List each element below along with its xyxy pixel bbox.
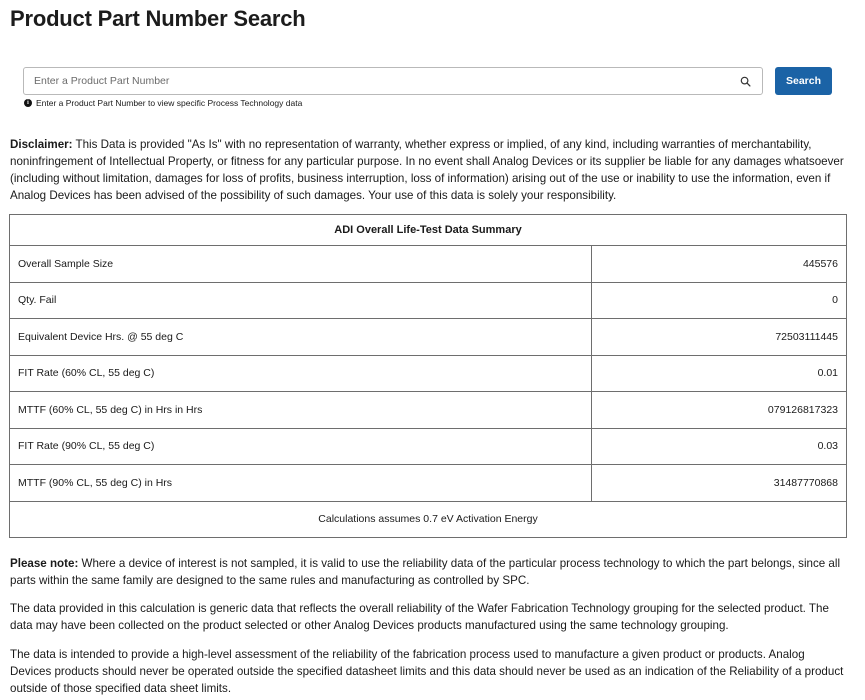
- row-label: FIT Rate (60% CL, 55 deg C): [10, 355, 592, 392]
- row-value: 0.03: [592, 428, 847, 465]
- table-row: [10, 282, 847, 319]
- search-box[interactable]: [23, 67, 763, 95]
- row-value: 31487770868: [592, 465, 847, 502]
- life-test-summary-table: [9, 214, 847, 538]
- table-row: [10, 392, 847, 429]
- row-value: 445576: [592, 246, 847, 283]
- disclaimer-label: Disclaimer:: [10, 138, 73, 151]
- row-label: MTTF (60% CL, 55 deg C) in Hrs in Hrs: [10, 392, 592, 429]
- table-header-row: [10, 215, 847, 246]
- please-note-label: Please note:: [10, 557, 79, 570]
- row-label: Overall Sample Size: [10, 246, 592, 283]
- search-hint-text: Enter a Product Part Number to view specific Process Technology data: [36, 98, 303, 108]
- row-value: 72503111445: [592, 319, 847, 356]
- row-label: Equivalent Device Hrs. @ 55 deg C: [10, 319, 592, 356]
- disclaimer-text: This Data is provided "As Is" with no representation of warranty, whether express or implied, of any kind, including warranties of merchantability, noninfringement of Intellectual Property, or fitness for any particular purpose. In no event shall Analog Devices or its supplier be liable for any damages whatsoever (including without limitation, damages for loss of profits, business interruption, loss of information) arising out of the use or inability to use the information, even if Analog Devices has been advised of the possibility of such damages. Your use of this data is solely your responsibility.: [10, 138, 844, 202]
- generic-data-note: The data provided in this calculation is generic data that reflects the overall reliability of the Wafer Fabrication Technology grouping for the selected product. The data may have been collected on the product selected or other Analog Devices products manufactured using the same technology grouping.: [10, 602, 829, 632]
- table-row: [10, 465, 847, 502]
- assessment-note: The data is intended to provide a high-level assessment of the reliability of the fabrication process used to manufacture a given product or products. Analog Devices products should never be operated outside the specified datasheet limits and this data should never be used as an indication of the Reliability of a product outside of those specified data sheet limits.: [10, 648, 844, 695]
- disclaimer: [10, 136, 845, 204]
- table-title: ADI Overall Life-Test Data Summary: [10, 215, 847, 246]
- table-row: [10, 319, 847, 356]
- row-label: Qty. Fail: [10, 282, 592, 319]
- please-note: [10, 555, 845, 589]
- table-footer-row: [10, 501, 847, 537]
- info-icon: i: [24, 99, 32, 107]
- table-row: [10, 428, 847, 465]
- row-value: 0: [592, 282, 847, 319]
- row-label: FIT Rate (90% CL, 55 deg C): [10, 428, 592, 465]
- search-button[interactable]: Search: [775, 67, 832, 95]
- row-value: 079126817323: [592, 392, 847, 429]
- page-title: Product Part Number Search: [10, 6, 306, 31]
- search-icon[interactable]: [736, 72, 754, 90]
- row-value: 0.01: [592, 355, 847, 392]
- table-row: [10, 355, 847, 392]
- search-input[interactable]: [32, 68, 736, 94]
- please-note-text: Where a device of interest is not sampled, it is valid to use the reliability data of the particular process technology to which the part belongs, since all parts within the same family are designed to the same rules and manufacturing as controlled by SPC.: [10, 557, 841, 587]
- table-row: [10, 246, 847, 283]
- search-hint: [24, 98, 302, 108]
- activation-energy-note: Calculations assumes 0.7 eV Activation Energy: [10, 501, 847, 537]
- row-label: MTTF (90% CL, 55 deg C) in Hrs: [10, 465, 592, 502]
